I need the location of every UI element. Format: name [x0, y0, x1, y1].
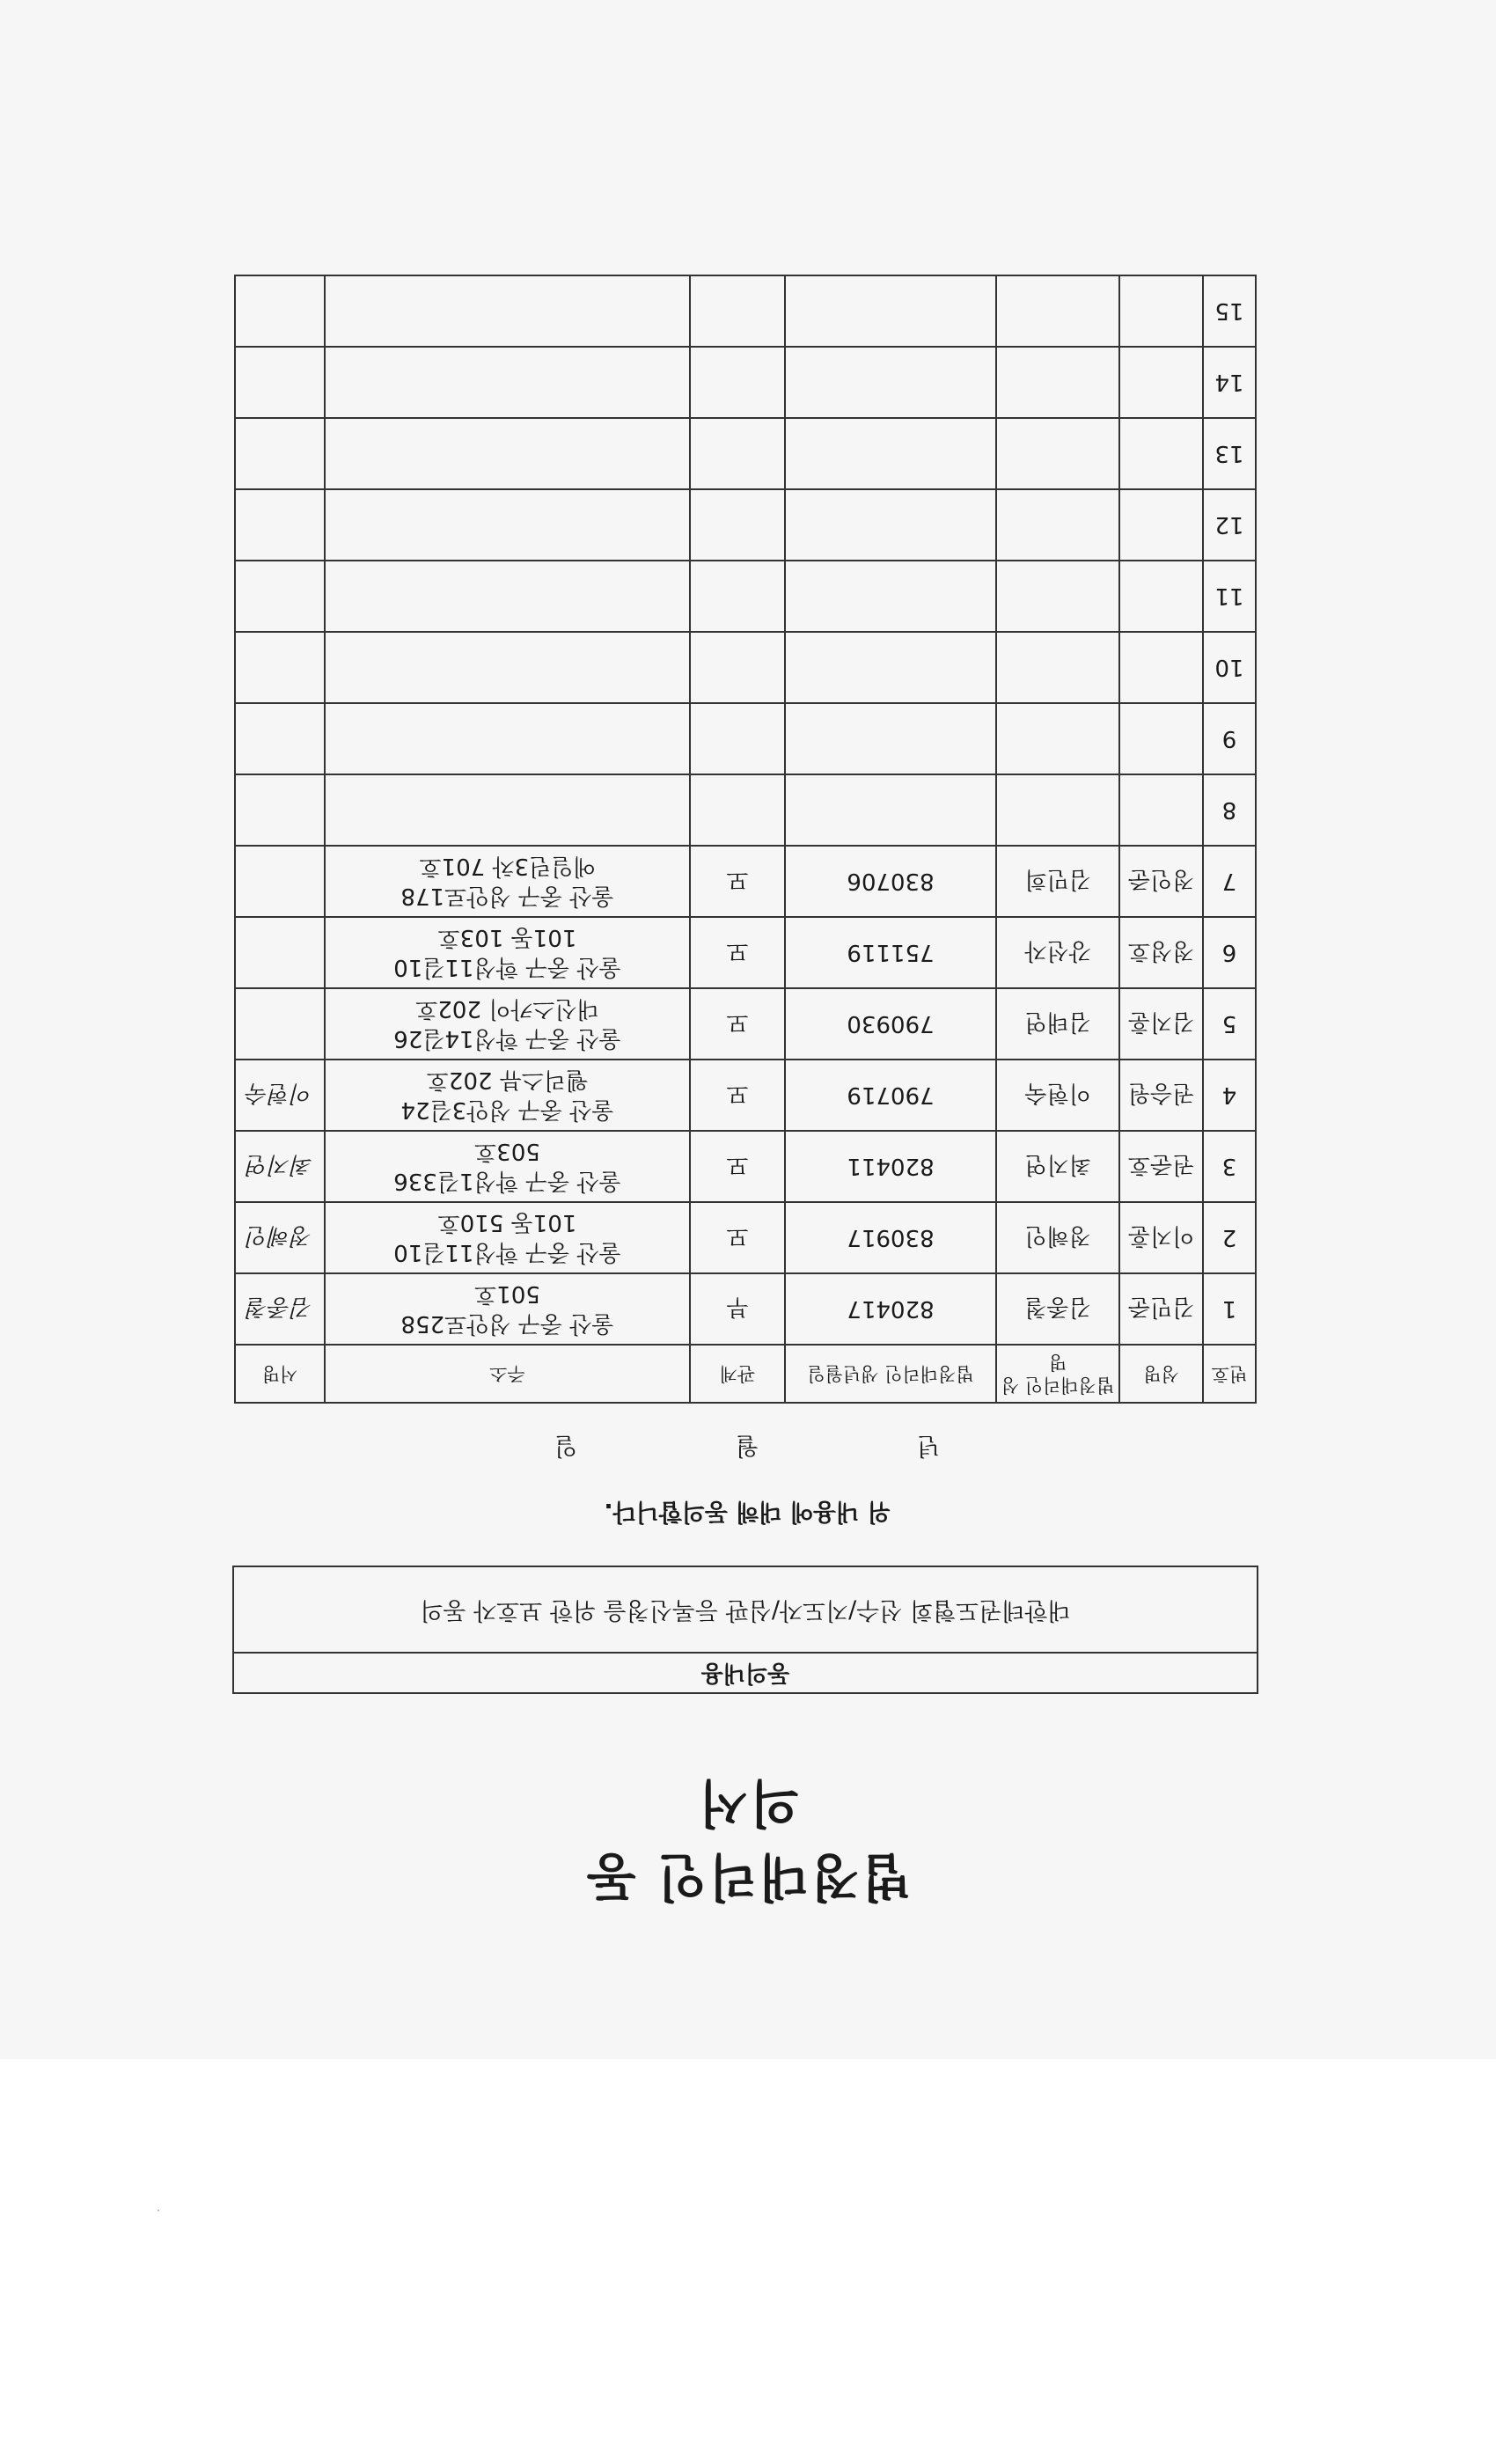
- row-guardian-name: 최지연: [996, 1131, 1119, 1202]
- row-number: 9: [1203, 703, 1256, 774]
- row-name: [1119, 632, 1203, 703]
- row-number: 12: [1203, 489, 1256, 561]
- consent-text: 대한테권도협회 선수/지도자/심판 등록신청을 위한 보호자 동의: [420, 1596, 1071, 1624]
- row-signature: [235, 561, 325, 632]
- header-number: 번호: [1203, 1345, 1256, 1403]
- header-relation: 관계: [690, 1345, 785, 1403]
- row-name: [1119, 347, 1203, 418]
- header-signature: 서명: [235, 1345, 325, 1403]
- row-name: 김민준: [1119, 1273, 1203, 1345]
- row-name: [1119, 561, 1203, 632]
- row-guardian-name: [996, 489, 1119, 561]
- year-label: 년: [917, 1432, 941, 1459]
- row-signature: [235, 703, 325, 774]
- address-line-1: 울산 중구 성안로258: [400, 1310, 614, 1338]
- row-guardian-birth: 790719: [785, 1060, 996, 1131]
- header-guardian-name: 법정대리인 성명: [996, 1345, 1119, 1403]
- row-address: [325, 1202, 690, 1273]
- table-row: [235, 988, 1256, 1060]
- row-guardian-name: 이현숙: [996, 1060, 1119, 1131]
- row-number: 15: [1203, 275, 1256, 347]
- consent-box: [232, 1566, 1258, 1694]
- row-signature: [235, 418, 325, 489]
- row-address: [325, 418, 690, 489]
- address-line-2: 대신스카이 202호: [415, 995, 599, 1023]
- row-relation: [690, 418, 785, 489]
- row-number: 1: [1203, 1273, 1256, 1345]
- row-guardian-birth: [785, 632, 996, 703]
- row-signature: [235, 846, 325, 917]
- row-address: [325, 275, 690, 347]
- address-line-2: 501호: [474, 1280, 540, 1308]
- table-row: [235, 347, 1256, 418]
- row-guardian-birth: [785, 703, 996, 774]
- address-line-2: 웰리스뷰 202호: [426, 1067, 589, 1094]
- row-address: [325, 632, 690, 703]
- row-address: [325, 703, 690, 774]
- row-signature: 최지연: [235, 1131, 325, 1202]
- row-name: 권준호: [1119, 1131, 1203, 1202]
- row-signature: 정혜인: [235, 1202, 325, 1273]
- row-name: 정성호: [1119, 917, 1203, 988]
- row-relation: 모: [690, 988, 785, 1060]
- row-signature: 이현숙: [235, 1060, 325, 1131]
- address-line-2: 에일린3차 701호: [419, 853, 596, 880]
- table-row: [235, 703, 1256, 774]
- row-signature: 김종철: [235, 1273, 325, 1345]
- row-relation: [690, 489, 785, 561]
- row-guardian-name: [996, 275, 1119, 347]
- row-name: 권승원: [1119, 1060, 1203, 1131]
- row-guardian-birth: 751119: [785, 917, 996, 988]
- scan-speck: ·: [157, 2204, 160, 2217]
- header-name: 성명: [1119, 1345, 1203, 1403]
- row-guardian-name: 강선자: [996, 917, 1119, 988]
- row-signature: [235, 347, 325, 418]
- table-row: [235, 561, 1256, 632]
- row-guardian-name: [996, 418, 1119, 489]
- row-name: [1119, 489, 1203, 561]
- row-signature: [235, 489, 325, 561]
- table-body: [235, 275, 1256, 1345]
- address-line-1: 울산 중구 성안로178: [400, 883, 614, 910]
- row-relation: 모: [690, 846, 785, 917]
- row-address: [325, 846, 690, 917]
- date-line: [236, 1431, 1258, 1465]
- row-guardian-name: [996, 632, 1119, 703]
- row-number: 11: [1203, 561, 1256, 632]
- row-name: 이지훈: [1119, 1202, 1203, 1273]
- row-number: 6: [1203, 917, 1256, 988]
- address-line-1: 울산 중구 학성11길10: [393, 954, 621, 981]
- row-address: [325, 561, 690, 632]
- address-line-1: 울산 중구 학성1길336: [393, 1168, 621, 1195]
- row-guardian-name: [996, 347, 1119, 418]
- table-row: [235, 774, 1256, 846]
- month-label: 월: [735, 1432, 759, 1459]
- agreement-statement: 위 내용에 대해 동의합니다.: [604, 1498, 891, 1525]
- guardian-table: [234, 275, 1257, 1404]
- row-guardian-birth: 790930: [785, 988, 996, 1060]
- row-guardian-name: [996, 703, 1119, 774]
- row-guardian-birth: 830917: [785, 1202, 996, 1273]
- consent-header: 동의내용: [234, 1652, 1257, 1692]
- row-signature: [235, 917, 325, 988]
- table-row: [235, 846, 1256, 917]
- row-signature: [235, 275, 325, 347]
- address-line-2: 503호: [474, 1138, 540, 1165]
- table-header-row: [235, 1345, 1256, 1403]
- row-relation: 모: [690, 1060, 785, 1131]
- row-number: 7: [1203, 846, 1256, 917]
- row-relation: [690, 632, 785, 703]
- address-line-1: 울산 중구 학성11길10: [393, 1239, 621, 1266]
- table-row: [235, 632, 1256, 703]
- row-relation: 모: [690, 1202, 785, 1273]
- table-row: [235, 917, 1256, 988]
- row-name: [1119, 418, 1203, 489]
- table-row: [235, 1202, 1256, 1273]
- row-address: [325, 489, 690, 561]
- row-relation: [690, 347, 785, 418]
- row-signature: [235, 988, 325, 1060]
- row-guardian-birth: [785, 418, 996, 489]
- row-relation: [690, 703, 785, 774]
- document-title: 법정대리인 동의서: [584, 1773, 912, 1907]
- address-line-1: 울산 중구 학성14길26: [393, 1025, 621, 1052]
- row-name: [1119, 703, 1203, 774]
- row-number: 4: [1203, 1060, 1256, 1131]
- day-label: 일: [554, 1432, 577, 1459]
- row-guardian-birth: 830706: [785, 846, 996, 917]
- row-guardian-birth: [785, 489, 996, 561]
- row-guardian-birth: [785, 347, 996, 418]
- row-address: [325, 1060, 690, 1131]
- row-guardian-name: [996, 561, 1119, 632]
- row-relation: [690, 561, 785, 632]
- header-guardian-birth: 법정대리인 생년월일: [785, 1345, 996, 1403]
- row-guardian-name: 김민희: [996, 846, 1119, 917]
- row-signature: [235, 632, 325, 703]
- row-number: 2: [1203, 1202, 1256, 1273]
- table-row: [235, 1131, 1256, 1202]
- row-relation: [690, 275, 785, 347]
- row-address: [325, 1131, 690, 1202]
- row-address: [325, 1273, 690, 1345]
- row-name: 김지훈: [1119, 988, 1203, 1060]
- row-guardian-name: [996, 774, 1119, 846]
- row-guardian-name: 김태연: [996, 988, 1119, 1060]
- row-address: [325, 347, 690, 418]
- table-row: [235, 275, 1256, 347]
- row-address: [325, 917, 690, 988]
- row-number: 10: [1203, 632, 1256, 703]
- row-guardian-birth: 820417: [785, 1273, 996, 1345]
- row-guardian-birth: 820411: [785, 1131, 996, 1202]
- row-name: [1119, 774, 1203, 846]
- table-row: [235, 1273, 1256, 1345]
- row-guardian-birth: [785, 275, 996, 347]
- row-guardian-birth: [785, 561, 996, 632]
- row-number: 3: [1203, 1131, 1256, 1202]
- row-number: 8: [1203, 774, 1256, 846]
- row-guardian-birth: [785, 774, 996, 846]
- row-address: [325, 774, 690, 846]
- row-guardian-name: 정혜인: [996, 1202, 1119, 1273]
- table-row: [235, 1060, 1256, 1131]
- address-line-2: 101동 510호: [437, 1209, 577, 1236]
- address-line-1: 울산 중구 성안3길24: [400, 1096, 614, 1124]
- row-name: 정인준: [1119, 846, 1203, 917]
- row-number: 13: [1203, 418, 1256, 489]
- row-guardian-name: 김종철: [996, 1273, 1119, 1345]
- row-relation: 모: [690, 1131, 785, 1202]
- address-line-2: 101동 103호: [437, 924, 577, 951]
- row-number: 14: [1203, 347, 1256, 418]
- row-signature: [235, 774, 325, 846]
- table-row: [235, 418, 1256, 489]
- header-address: 주소: [325, 1345, 690, 1403]
- table-row: [235, 489, 1256, 561]
- row-number: 5: [1203, 988, 1256, 1060]
- row-relation: 부: [690, 1273, 785, 1345]
- row-name: [1119, 275, 1203, 347]
- row-address: [325, 988, 690, 1060]
- row-relation: 모: [690, 917, 785, 988]
- row-relation: [690, 774, 785, 846]
